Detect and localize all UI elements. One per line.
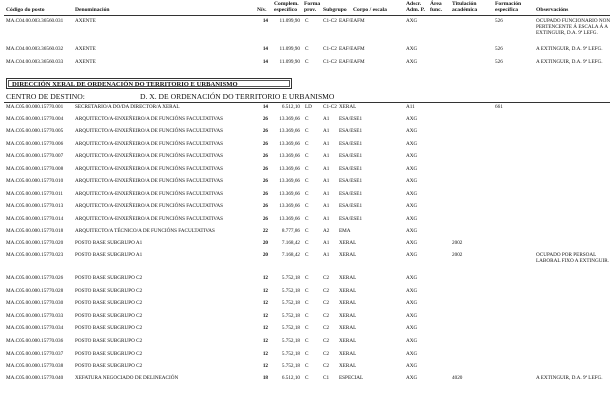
forma-cell: C [305, 216, 309, 222]
code-cell: MA.C05.00.000.15770.014 [6, 216, 64, 222]
complemento-cell: 5.752,18 [281, 313, 300, 319]
adscr-cell: AXG [406, 338, 418, 344]
subgrupo-cell: A1 [323, 141, 330, 147]
table-row [0, 325, 614, 333]
complemento-cell: 5.752,18 [281, 351, 300, 357]
titulacion-cell: 2002 [452, 240, 463, 246]
forma-cell: C [305, 375, 309, 381]
forma-cell: C [305, 153, 309, 159]
adscr-cell: AXG [406, 252, 418, 258]
forma-cell: LD [305, 104, 312, 110]
niv-cell: 20 [262, 252, 268, 258]
complemento-cell: 6.512,10 [281, 375, 300, 381]
forma-cell: C [305, 166, 309, 172]
forma-cell: C [305, 18, 309, 24]
subgrupo-cell: C1-C2 [323, 59, 337, 65]
table-row [0, 240, 614, 248]
code-cell: MA.C05.00.000.15770.040 [6, 375, 64, 381]
forma-cell: C [305, 191, 309, 197]
forma-cell: C [305, 338, 309, 344]
forma-cell: C [305, 116, 309, 122]
denominacion-cell: POSTO BASE SUBGRUPO C2 [75, 363, 143, 369]
adscr-cell: AXG [406, 166, 418, 172]
header-observacions: Observacións [536, 7, 569, 13]
forma-cell: C [305, 59, 309, 65]
centro-value: D. X. DE ORDENACIÓN DO TERRITORIO E URBANISMO [140, 92, 335, 101]
adscr-cell: AXG [406, 375, 418, 381]
complemento-cell: 8.777,86 [281, 228, 300, 234]
code-cell: MA.C04.00.003.36560.031 [6, 18, 64, 24]
corpo-cell: XERAL [339, 325, 357, 331]
table-row [0, 216, 614, 224]
forma-cell: C [305, 240, 309, 246]
table-row [0, 153, 614, 161]
code-cell: MA.C05.00.000.15770.013 [6, 203, 64, 209]
code-cell: MA.C05.00.000.15770.033 [6, 313, 64, 319]
niv-cell: 20 [262, 240, 268, 246]
table-row [0, 104, 614, 112]
subgrupo-cell: A1 [323, 240, 330, 246]
subgrupo-cell: C2 [323, 275, 330, 281]
adscr-cell: AXG [406, 275, 418, 281]
corpo-cell: ESA/ESE1 [339, 128, 363, 134]
observacions-cell: A EXTINGUIR, D.A. 9ª LEFG. [536, 59, 603, 65]
adscr-cell: AXG [406, 300, 418, 306]
code-cell: MA.C05.00.000.15770.011 [6, 191, 64, 197]
table-row [0, 351, 614, 359]
corpo-cell: EAF/EAFM [339, 59, 365, 65]
complemento-cell: 5.752,18 [281, 363, 300, 369]
adscr-cell: AXG [406, 46, 418, 52]
table-row [0, 128, 614, 136]
denominacion-cell: ARQUITECTO/A-ENXEÑEIRO/A DE FUNCIÓNS FACULTATIVAS [75, 166, 223, 172]
table-row [0, 313, 614, 321]
forma-cell: C [305, 252, 309, 258]
niv-cell: 26 [262, 141, 268, 147]
corpo-cell: EAF/EAFM [339, 46, 365, 52]
subgrupo-cell: C2 [323, 351, 330, 357]
complemento-cell: 13.369,66 [279, 203, 300, 209]
denominacion-cell: POSTO BASE SUBGRUPO C2 [75, 325, 143, 331]
table-row [0, 275, 614, 283]
table-row [0, 252, 614, 264]
complemento-cell: 11.099,90 [279, 46, 300, 52]
table-row [0, 178, 614, 186]
corpo-cell: EAF/EAFM [339, 18, 365, 24]
forma-cell: C [305, 178, 309, 184]
table-row [0, 46, 614, 54]
complemento-cell: 7.168,42 [281, 252, 300, 258]
forma-cell: C [305, 300, 309, 306]
niv-cell: 26 [262, 128, 268, 134]
niv-cell: 14 [262, 104, 268, 110]
observacions-cell: OCUPADO POR PERSOAL LABORAL FIXO A EXTINGUIR. [536, 252, 610, 264]
header-corpo: Corpo / escala [353, 7, 387, 13]
subgrupo-cell: A1 [323, 191, 330, 197]
observacions-cell: A EXTINGUIR, D.A. 9ª LEFG. [536, 375, 603, 381]
observacions-cell: A EXTINGUIR, D.A. 9ª LEFG. [536, 46, 603, 52]
niv-cell: 26 [262, 116, 268, 122]
header-niv: Nív. [257, 7, 267, 13]
adscr-cell: AXG [406, 313, 418, 319]
adscr-cell: AXG [406, 191, 418, 197]
header-formacion: Formación específica [495, 1, 522, 14]
subgrupo-cell: A1 [323, 128, 330, 134]
table-row [0, 18, 614, 36]
niv-cell: 14 [262, 59, 268, 65]
table-row [0, 141, 614, 149]
adscr-cell: AXG [406, 128, 418, 134]
corpo-cell: XERAL [339, 300, 357, 306]
denominacion-cell: AXENTE [75, 59, 96, 65]
titulacion-cell: 2002 [452, 252, 463, 258]
niv-cell: 26 [262, 191, 268, 197]
subgrupo-cell: C2 [323, 313, 330, 319]
subgrupo-cell: A1 [323, 178, 330, 184]
subgrupo-cell: A1 [323, 216, 330, 222]
complemento-cell: 13.369,66 [279, 191, 300, 197]
table-row [0, 363, 614, 371]
code-cell: MA.C05.00.000.15770.028 [6, 288, 64, 294]
corpo-cell: ESA/ESE1 [339, 153, 363, 159]
table-row [0, 228, 614, 236]
code-cell: MA.C05.00.000.15770.034 [6, 325, 64, 331]
subgrupo-cell: C1-C2 [323, 104, 337, 110]
niv-cell: 12 [262, 338, 268, 344]
complemento-cell: 13.369,66 [279, 166, 300, 172]
code-cell: MA.C04.00.003.36560.033 [6, 59, 64, 65]
corpo-cell: XERAL [339, 363, 357, 369]
complemento-cell: 13.369,66 [279, 116, 300, 122]
subgrupo-cell: C1-C2 [323, 18, 337, 24]
denominacion-cell: POSTO BASE SUBGRUPO C2 [75, 288, 143, 294]
subgrupo-cell: C1-C2 [323, 46, 337, 52]
header-adscr: Adscr. Adm. P. [406, 1, 425, 14]
corpo-cell: ESA/ESE1 [339, 116, 363, 122]
corpo-cell: XERAL [339, 240, 357, 246]
adscr-cell: AXG [406, 153, 418, 159]
adscr-cell: AXG [406, 216, 418, 222]
table-row [0, 288, 614, 296]
table-row [0, 300, 614, 308]
corpo-cell: XERAL [339, 351, 357, 357]
niv-cell: 12 [262, 288, 268, 294]
complemento-cell: 13.369,66 [279, 178, 300, 184]
forma-cell: C [305, 46, 309, 52]
forma-cell: C [305, 228, 309, 234]
niv-cell: 26 [262, 178, 268, 184]
code-cell: MA.C04.00.003.36560.032 [6, 46, 64, 52]
complemento-cell: 5.752,18 [281, 288, 300, 294]
formacion-cell: 661 [495, 104, 503, 110]
corpo-cell: ESA/ESE1 [339, 203, 363, 209]
denominacion-cell: ARQUITECTO/A-ENXEÑEIRO/A DE FUNCIÓNS FACULTATIVAS [75, 141, 223, 147]
adscr-cell: AXG [406, 141, 418, 147]
complemento-cell: 13.369,66 [279, 216, 300, 222]
subgrupo-cell: C2 [323, 288, 330, 294]
forma-cell: C [305, 141, 309, 147]
complemento-cell: 11.099,90 [279, 59, 300, 65]
subgrupo-cell: C2 [323, 338, 330, 344]
denominacion-cell: POSTO BASE SUBGRUPO A1 [75, 240, 143, 246]
denominacion-cell: AXENTE [75, 18, 96, 24]
adscr-cell: AXG [406, 351, 418, 357]
complemento-cell: 13.369,66 [279, 141, 300, 147]
denominacion-cell: ARQUITECTO/A TÉCNICO/A DE FUNCIÓNS FACULTATIVAS [75, 228, 215, 234]
table-row [0, 166, 614, 174]
header-subgrupo: Subgrupo [323, 7, 347, 13]
adscr-cell: AXG [406, 18, 418, 24]
complemento-cell: 5.752,18 [281, 300, 300, 306]
forma-cell: C [305, 288, 309, 294]
centro-rule [4, 102, 610, 103]
adscr-cell: AXG [406, 59, 418, 65]
formacion-cell: 526 [495, 46, 503, 52]
header-titulacion: Titulación académica [452, 1, 478, 14]
corpo-cell: XERAL [339, 104, 357, 110]
niv-cell: 12 [262, 313, 268, 319]
subgrupo-cell: A2 [323, 228, 330, 234]
niv-cell: 12 [262, 275, 268, 281]
subgrupo-cell: A1 [323, 153, 330, 159]
forma-cell: C [305, 351, 309, 357]
denominacion-cell: POSTO BASE SUBGRUPO C2 [75, 275, 143, 281]
niv-cell: 12 [262, 351, 268, 357]
denominacion-cell: SECRETARIO/A DO/DA DIRECTOR/A XERAL [75, 104, 180, 110]
observacions-cell: OCUPADO FUNCIONARIO NON PERTENCENTE Á ESCALA Á A EXTINGUIR, D.A. 9ª LEFG. [536, 18, 611, 36]
denominacion-cell: POSTO BASE SUBGRUPO C2 [75, 300, 143, 306]
subgrupo-cell: C1 [323, 375, 330, 381]
code-cell: MA.C05.00.000.15770.020 [6, 240, 64, 246]
corpo-cell: ESA/ESE1 [339, 216, 363, 222]
code-cell: MA.C05.00.000.15770.038 [6, 363, 64, 369]
adscr-cell: A11 [406, 104, 415, 110]
code-cell: MA.C05.00.000.15770.023 [6, 252, 64, 258]
corpo-cell: ESA/ESE1 [339, 191, 363, 197]
niv-cell: 14 [262, 18, 268, 24]
denominacion-cell: ARQUITECTO/A-ENXEÑEIRO/A DE FUNCIÓNS FACULTATIVAS [75, 153, 223, 159]
niv-cell: 14 [262, 46, 268, 52]
complemento-cell: 5.752,18 [281, 338, 300, 344]
corpo-cell: XERAL [339, 338, 357, 344]
denominacion-cell: POSTO BASE SUBGRUPO C2 [75, 351, 143, 357]
complemento-cell: 13.369,66 [279, 128, 300, 134]
code-cell: MA.C05.00.000.15770.001 [6, 104, 64, 110]
table-row [0, 59, 614, 67]
header-complemento: Complem. específico [274, 1, 299, 14]
code-cell: MA.C05.00.000.15770.037 [6, 351, 64, 357]
corpo-cell: ESA/ESE1 [339, 141, 363, 147]
titulacion-cell: 4020 [452, 375, 463, 381]
complemento-cell: 5.752,18 [281, 325, 300, 331]
adscr-cell: AXG [406, 178, 418, 184]
forma-cell: C [305, 128, 309, 134]
adscr-cell: AXG [406, 203, 418, 209]
header-rule [4, 15, 610, 16]
complemento-cell: 7.168,42 [281, 240, 300, 246]
denominacion-cell: ARQUITECTO/A-ENXEÑEIRO/A DE FUNCIÓNS FACULTATIVAS [75, 178, 223, 184]
corpo-cell: XERAL [339, 275, 357, 281]
code-cell: MA.C05.00.000.15770.006 [6, 141, 64, 147]
adscr-cell: AXG [406, 288, 418, 294]
code-cell: MA.C05.00.000.15770.008 [6, 166, 64, 172]
forma-cell: C [305, 313, 309, 319]
code-cell: MA.C05.00.000.15770.010 [6, 178, 64, 184]
forma-cell: C [305, 275, 309, 281]
subgrupo-cell: A1 [323, 166, 330, 172]
code-cell: MA.C05.00.000.15770.005 [6, 128, 64, 134]
complemento-cell: 6.512,10 [281, 104, 300, 110]
niv-cell: 12 [262, 325, 268, 331]
code-cell: MA.C05.00.000.15770.030 [6, 300, 64, 306]
complemento-cell: 11.099,90 [279, 18, 300, 24]
niv-cell: 18 [262, 375, 268, 381]
denominacion-cell: XEFATURA NEGOCIADO DE DELINEACIÓN [75, 375, 179, 381]
header-area: Área func. [430, 1, 442, 14]
section-box [6, 78, 292, 89]
niv-cell: 26 [262, 203, 268, 209]
corpo-cell: ESPECIAL [339, 375, 364, 381]
denominacion-cell: POSTO BASE SUBGRUPO C2 [75, 313, 143, 319]
forma-cell: C [305, 203, 309, 209]
niv-cell: 26 [262, 166, 268, 172]
denominacion-cell: ARQUITECTO/A-ENXEÑEIRO/A DE FUNCIÓNS FACULTATIVAS [75, 216, 223, 222]
niv-cell: 12 [262, 300, 268, 306]
niv-cell: 26 [262, 153, 268, 159]
table-row [0, 375, 614, 383]
header-forma: Forma prov. [304, 1, 321, 14]
corpo-cell: XERAL [339, 252, 357, 258]
forma-cell: C [305, 325, 309, 331]
adscr-cell: AXG [406, 363, 418, 369]
adscr-cell: AXG [406, 116, 418, 122]
forma-cell: C [305, 363, 309, 369]
table-row [0, 338, 614, 346]
code-cell: MA.C05.00.000.15770.018 [6, 228, 64, 234]
formacion-cell: 526 [495, 18, 503, 24]
table-row [0, 191, 614, 199]
subgrupo-cell: C2 [323, 300, 330, 306]
formacion-cell: 526 [495, 59, 503, 65]
corpo-cell: ESA/ESE1 [339, 178, 363, 184]
niv-cell: 26 [262, 216, 268, 222]
table-row [0, 203, 614, 211]
adscr-cell: AXG [406, 240, 418, 246]
subgrupo-cell: A1 [323, 252, 330, 258]
code-cell: MA.C05.00.000.15770.004 [6, 116, 64, 122]
section-title: DIRECCIÓN XERAL DE ORDENACIÓN DO TERRITORIO E URBANISMO [8, 80, 290, 87]
denominacion-cell: ARQUITECTO/A-ENXEÑEIRO/A DE FUNCIÓNS FACULTATIVAS [75, 128, 223, 134]
denominacion-cell: POSTO BASE SUBGRUPO C2 [75, 338, 143, 344]
centro-label: CENTRO DE DESTINO: [6, 92, 85, 101]
code-cell: MA.C05.00.000.15770.036 [6, 338, 64, 344]
denominacion-cell: AXENTE [75, 46, 96, 52]
header-denominacion: Denominación [75, 7, 110, 13]
subgrupo-cell: C2 [323, 325, 330, 331]
header-codigo: Código do posto [6, 7, 45, 13]
niv-cell: 22 [262, 228, 268, 234]
denominacion-cell: POSTO BASE SUBGRUPO A1 [75, 252, 143, 258]
table-row [0, 116, 614, 124]
complemento-cell: 13.369,66 [279, 153, 300, 159]
corpo-cell: EMA [339, 228, 351, 234]
subgrupo-cell: C2 [323, 363, 330, 369]
subgrupo-cell: A1 [323, 203, 330, 209]
denominacion-cell: ARQUITECTO/A-ENXEÑEIRO/A DE FUNCIÓNS FACULTATIVAS [75, 116, 223, 122]
code-cell: MA.C05.00.000.15770.026 [6, 275, 64, 281]
adscr-cell: AXG [406, 228, 418, 234]
adscr-cell: AXG [406, 325, 418, 331]
subgrupo-cell: A1 [323, 116, 330, 122]
corpo-cell: ESA/ESE1 [339, 166, 363, 172]
corpo-cell: XERAL [339, 313, 357, 319]
code-cell: MA.C05.00.000.15770.007 [6, 153, 64, 159]
niv-cell: 12 [262, 363, 268, 369]
complemento-cell: 5.752,18 [281, 275, 300, 281]
corpo-cell: XERAL [339, 288, 357, 294]
denominacion-cell: ARQUITECTO/A-ENXEÑEIRO/A DE FUNCIÓNS FACULTATIVAS [75, 203, 223, 209]
denominacion-cell: ARQUITECTO/A-ENXEÑEIRO/A DE FUNCIÓNS FACULTATIVAS [75, 191, 223, 197]
